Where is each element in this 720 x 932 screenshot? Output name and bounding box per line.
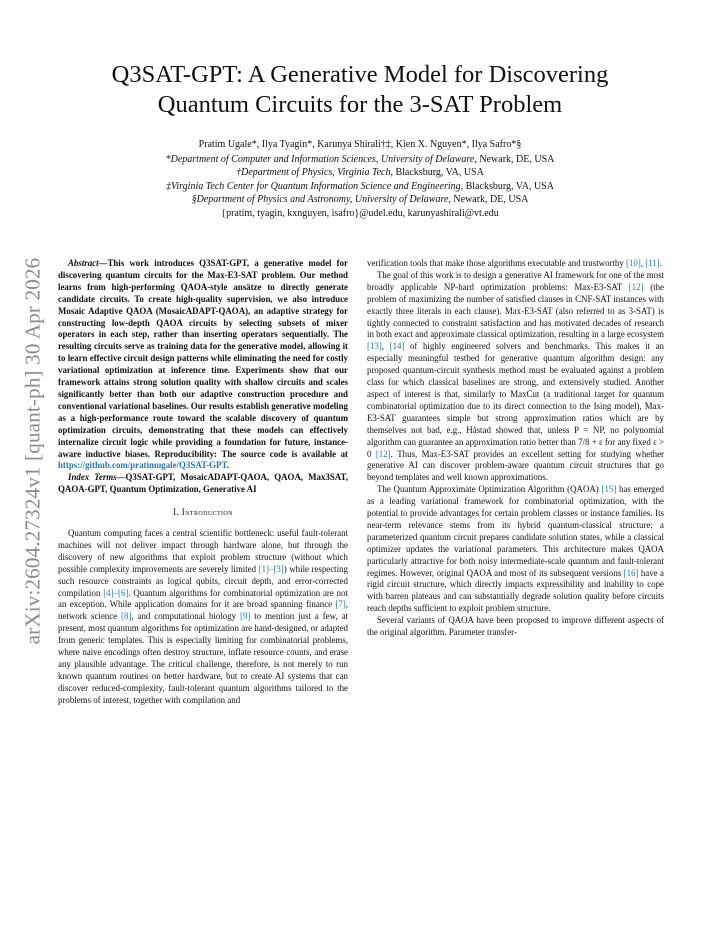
affiliation-2	[40, 166, 680, 180]
citation-link[interactable]: [14]	[389, 341, 405, 352]
citation-link[interactable]: [4]–[6]	[103, 587, 129, 598]
affiliation-4-loc: , Newark, DE, USA	[448, 194, 529, 205]
section-heading-introduction: I. Introduction	[173, 507, 233, 518]
affiliation-2-dept: †Department of Physics, Virginia Tech	[236, 167, 391, 178]
arxiv-identifier: arXiv:2604.27324v1 [quant-ph] 30 Apr 2026	[20, 257, 45, 645]
paragraph-text: to mention just a few, at present, most quantum algorithms for optimization are hand-designed, or adapted from generic templates. This is especially limiting for combinatorial problems, where naive encodings often destroy structure, inflate resource counts, and erase any plausible advantage. The critical challenge, therefore, is not merely to run known quantum routines on better hardware, but to create AI systems that can discover reduced-complexity, fault-tolerant quantum algorithms tailored to the problems of interest, together with compilation and	[58, 611, 348, 705]
left-column	[58, 258, 348, 707]
paragraph-text: Quantum computing faces a central scientific bottleneck: useful fault-tolerant machines will not deliver impact through hardware alone, but through the discovery of new algorithms that exploit problem structure (without which possible complexity improvements are severely limited	[58, 528, 348, 574]
citation-link[interactable]: [11]	[645, 258, 660, 268]
citation-link[interactable]: [16]	[623, 567, 639, 578]
paragraph-text: , network science	[58, 599, 348, 622]
citation-link[interactable]: [10]	[626, 258, 641, 268]
abstract-period: .	[226, 460, 229, 471]
abstract-label: Abstract—	[68, 258, 108, 268]
paragraph-text: . Thus, Max-E3-SAT provides an excellent setting for studying whether generative AI can discover problem-aware quantum circuit structures that go beyond templates and well known approximations.	[367, 448, 664, 483]
citation-link[interactable]: [15]	[601, 484, 617, 495]
paragraph-text: ,	[381, 341, 390, 352]
intro-paragraph-4	[367, 615, 664, 639]
affiliation-1-loc: , Newark, DE, USA	[474, 153, 555, 165]
affiliation-1-dept: *Department of Computer and Information Sciences, University of Delaware	[165, 153, 475, 165]
affiliation-3-loc: , Blacksburg, VA, USA	[460, 180, 554, 192]
citation-link[interactable]: [12]	[375, 448, 391, 459]
abstract-text: This work introduces Q3SAT-GPT, a generative model for discovering quantum circuits for the Max-E3-SAT problem. Our method learns from high-performing QAOA-style ansätze to directly generate candidate circuits. To create high-quality supervision, we also introduce Mosaic Adaptive QAOA (MosaicADAPT-QAOA), an adaptive strategy for constructing low-depth QAOA circuits by selecting subsets of mixer operators in each step, rather than inserting operators sequentially. The resulting circuits serve as training data for the generative model, allowing it to learn effective circuit design patterns while eliminating the need for costly variational optimization at inference time. Experiments show that our framework attains strong solution quality with shallow circuits and scales significantly better than both our adaptive construction procedure and conventional variational baselines. Our results establish generative modeling as a high-performance route toward the scalable discovery of quantum optimization circuits, demonstrating that these models can effectively internalize circuit logic while providing a foundation for future, instance-aware inductive biases. Reproducibility: The source code is available at	[58, 258, 348, 459]
paragraph-text: (the problem of maximizing the number of satisfied clauses in CNF-SAT instances with exactly three literals in each clause). Max-E3-SAT (also referred to as 3-SAT) is tightly connected to constraint satisfaction and has motivated decades of research in both exact and approximate classical optimization, resulting in a large ecosystem	[367, 281, 664, 340]
paragraph-text: .	[659, 258, 662, 268]
paragraph-text: verification tools that make those algorithms executable and trustworthy	[367, 258, 627, 268]
paragraph-text: have a rigid circuit structure, which directly impacts expressibility and inability to cope with barren plateaus and can substantially degrade solution quality before circuits reach depths sufficient to exploit problem structure.	[367, 567, 664, 614]
paragraph-text: Several variants of QAOA have been proposed to improve different aspects of the original algorithm. Parameter transfer-	[367, 615, 664, 638]
paragraph-text: ) while respecting such resource constraints as logical qubits, circuit depth, and error-corrected compilation	[58, 563, 348, 598]
affiliation-1	[40, 153, 680, 167]
index-terms-text: Q3SAT-GPT, MosaicADAPT-QAOA, QAOA, Max3SAT, QAOA-GPT, Quantum Optimization, Generative AI	[58, 472, 348, 495]
paragraph-text: . Quantum algorithms for combinatorial optimization are not an exception. While application domains for it are broad spanning finance	[58, 587, 348, 610]
author-list: Pratim Ugale*, Ilya Tyagin*, Karunya Shirali†‡, Kien X. Nguyen*, Ilya Safro*§	[198, 139, 522, 150]
citation-link[interactable]: [13]	[367, 341, 382, 352]
right-column	[367, 258, 664, 639]
paragraph-text: of highly engineered solvers and benchmarks. This makes it an especially meaningful testbed for generative quantum algorithm design: any proposed quantum-circuit synthesis method must be evaluated against a problem class for which classical baselines are strong, and extensively studied. Another aspect of interest is that, similarly to MaxCut (a traditional target for quantum combinatorial optimization due to its direct connection to the Ising model), Max-E3-SAT guarantees simple but strong approximation ratios which are by themselves not bad, e.g., Håstad showed that, unless P = NP, no polynomial algorithm can guarantee an approximation ratio better than 7/8 + ε for any fixed ε > 0	[367, 341, 664, 459]
title-line-2: Quantum Circuits for the 3-SAT Problem	[157, 91, 563, 118]
arxiv-side-stamp	[22, 236, 44, 666]
citation-link[interactable]: [12]	[628, 281, 644, 292]
abstract	[58, 258, 348, 472]
intro-paragraph-3	[367, 484, 664, 615]
affiliation-4	[40, 193, 680, 207]
author-emails: {pratim, tyagin, kxnguyen, isafro}@udel.edu, karunyashirali@vt.edu	[221, 207, 499, 219]
intro-paragraph-2	[367, 270, 664, 484]
citation-link[interactable]: [9]	[240, 611, 251, 622]
paragraph-text: The Quantum Approximate Optimization Algorithm (QAOA)	[377, 484, 602, 495]
index-terms	[58, 472, 348, 496]
paragraph-text: , and computational biology	[131, 611, 241, 622]
citation-link[interactable]: [8]	[121, 611, 132, 622]
paragraph-text: The goal of this work is to design a generative AI framework for one of the most broadly applicable NP-hard optimization problems: Max-E3-SAT	[367, 269, 664, 292]
title-line-1: Q3SAT-GPT: A Generative Model for Discovering	[111, 61, 609, 88]
affiliation-2-loc: , Blacksburg, VA, USA	[390, 167, 484, 178]
intro-paragraph-1	[58, 528, 348, 707]
index-terms-label: Index Terms—	[68, 472, 126, 483]
affiliation-4-dept: §Department of Physics and Astronomy, University of Delaware	[191, 194, 449, 205]
citation-link[interactable]: [1]–[3]	[258, 563, 284, 574]
affiliation-3-dept: ‡Virginia Tech Center for Quantum Information Science and Engineering	[166, 180, 461, 192]
paragraph-text: has emerged as a leading variational framework for combinatorial optimization, with the potential to provide advantages for certain problem classes or instance families. Its near-term relevance stems from its hybrid quantum-classical structure: a parameterized quantum circuit prepares candidate solution states, while a classical optimizer updates the variational parameters. This architecture makes QAOA particularly attractive for both noisy intermediate-scale quantum and fault-tolerant regimes. However, original QAOA and most of its subsequent versions	[367, 484, 664, 578]
paragraph-text: ,	[640, 258, 646, 268]
author-block	[40, 138, 680, 220]
citation-link[interactable]: [7]	[335, 599, 346, 610]
affiliation-3	[40, 180, 680, 194]
source-code-link[interactable]: https://github.com/pratimugale/Q3SAT-GPT	[58, 460, 227, 471]
intro-paragraph-1-continued	[367, 258, 664, 270]
paper-title	[40, 60, 680, 120]
